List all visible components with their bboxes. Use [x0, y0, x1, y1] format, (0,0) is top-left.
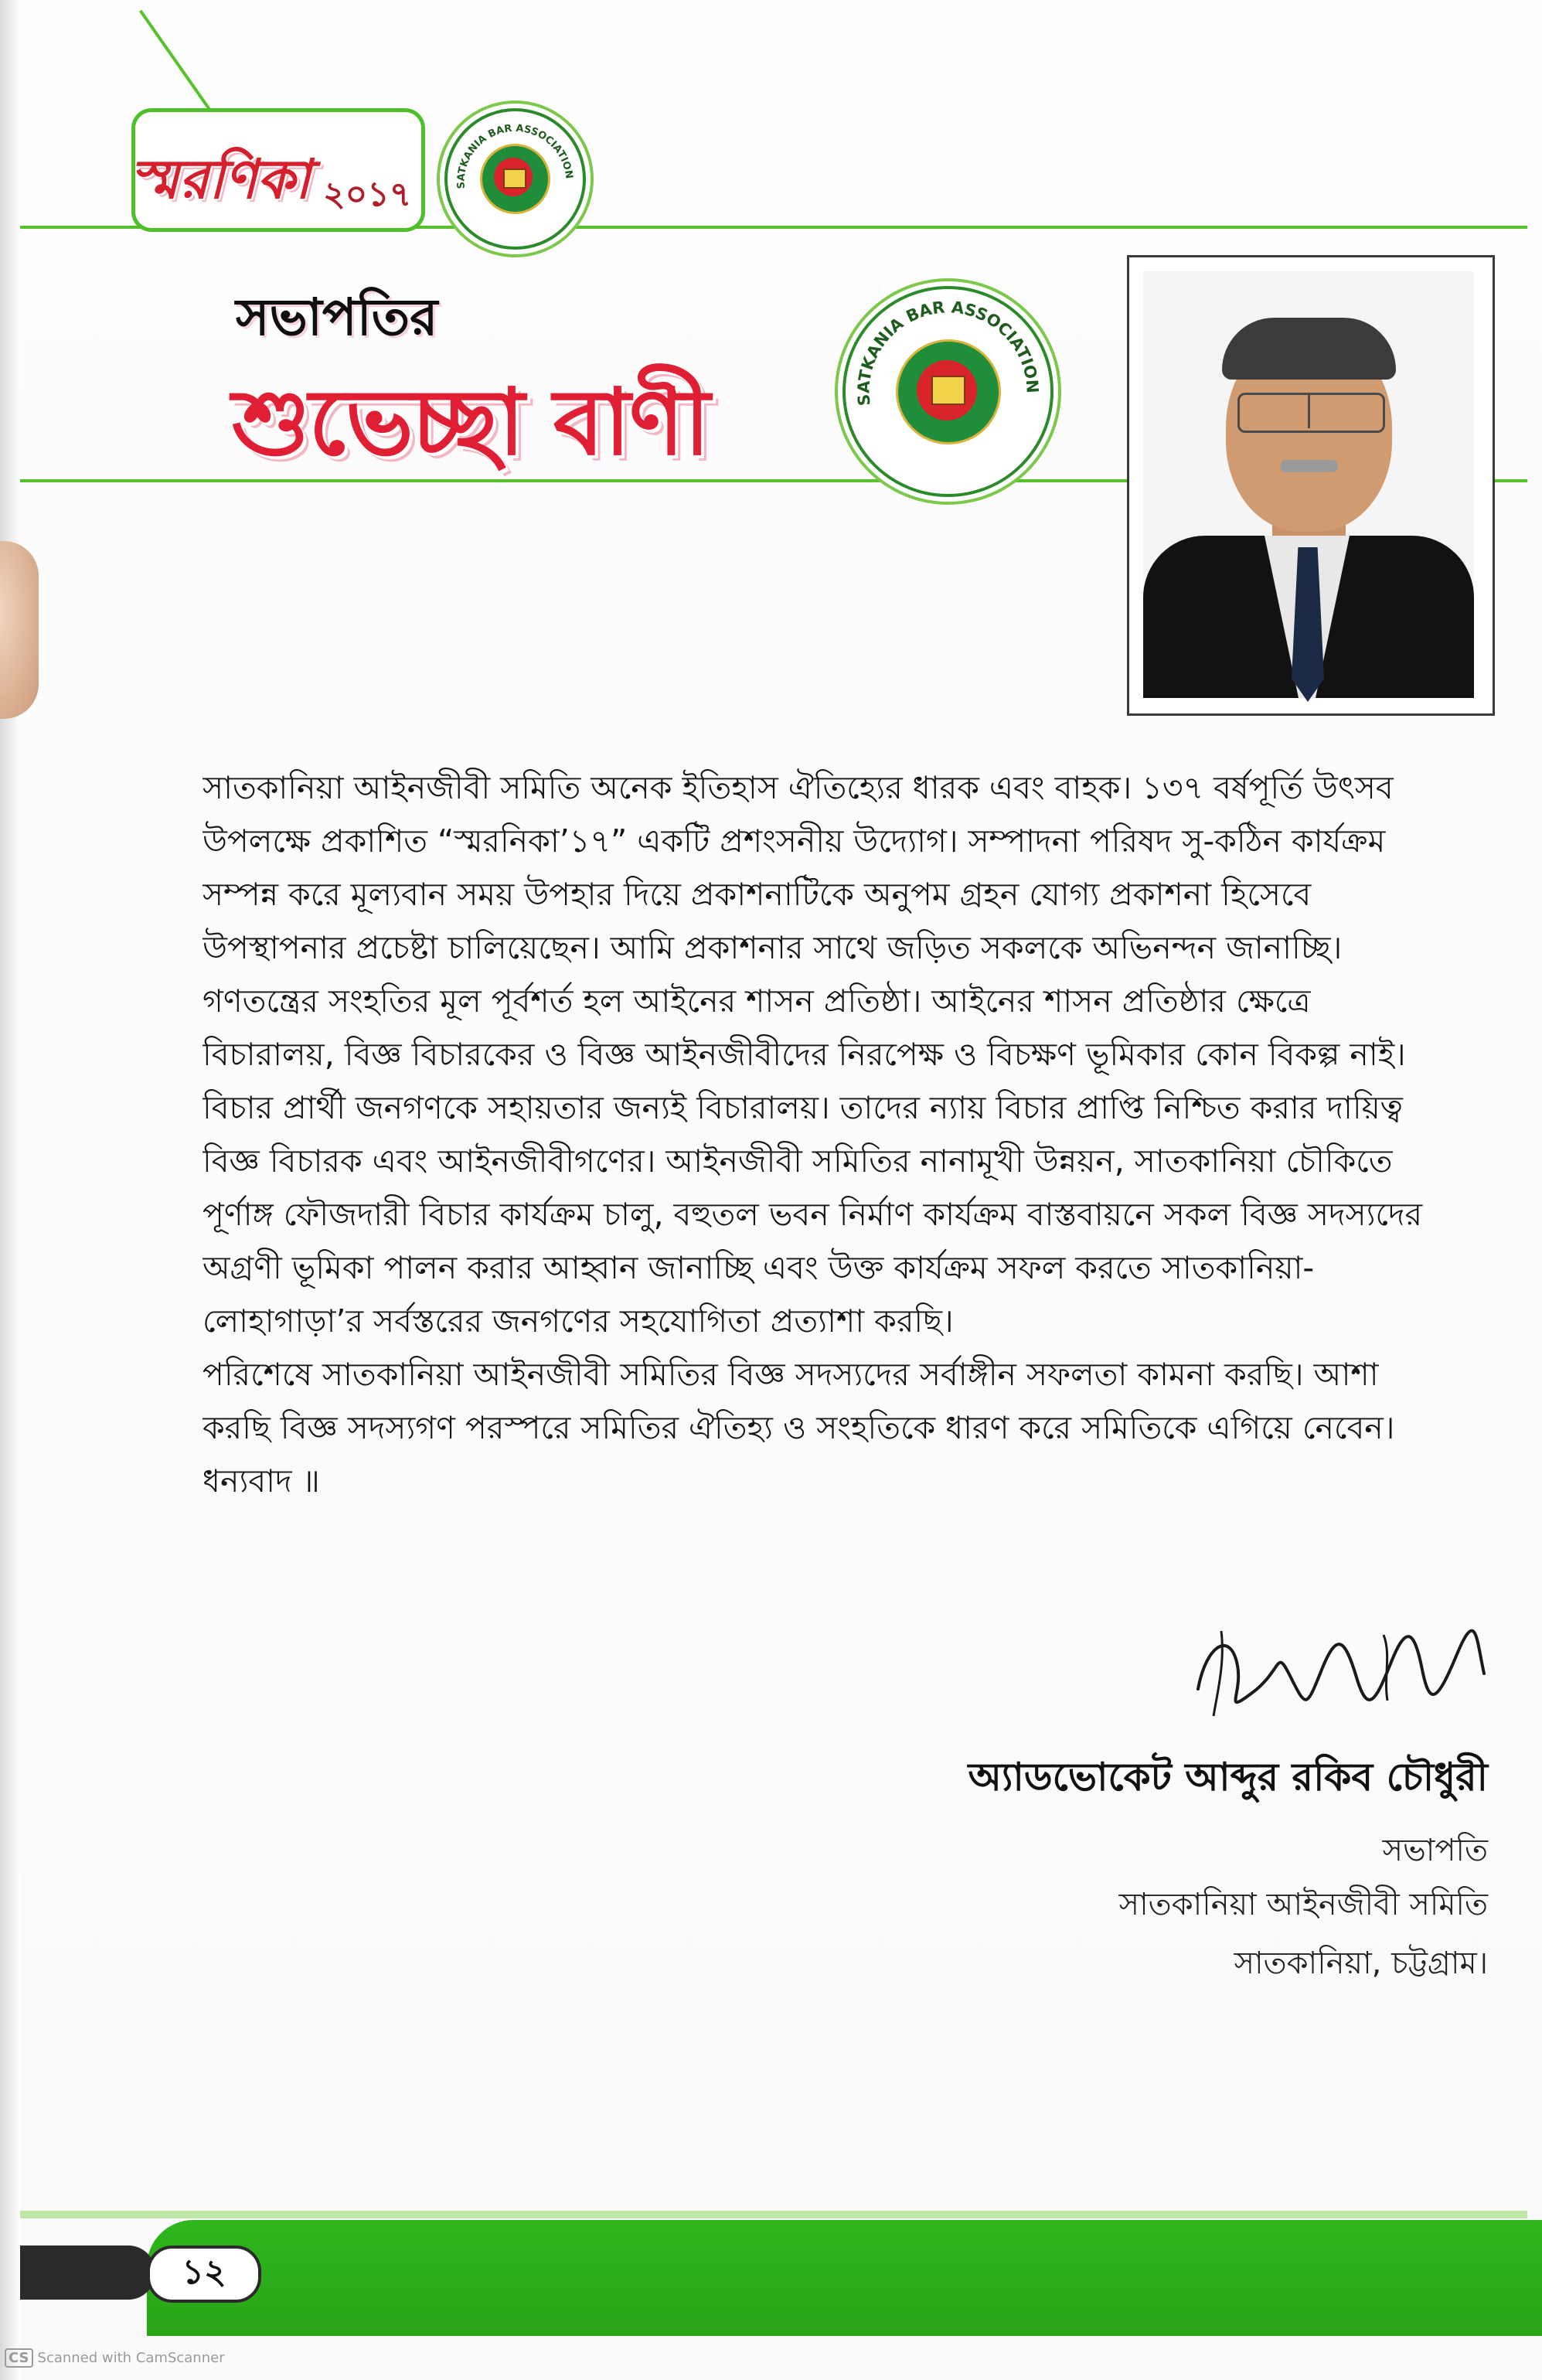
souvenir-badge-title: স্মরণিকা: [130, 147, 311, 211]
footer-band: [147, 2220, 1542, 2336]
president-portrait: [1127, 255, 1495, 716]
body-line: লোহাগাড়া’র সর্বস্তরের জনগণের সহযোগিতা প্রত্যাশা করছি।: [203, 1302, 954, 1340]
heading-subtitle: সভাপতির: [236, 288, 438, 347]
bar-association-logo-small: [444, 108, 586, 250]
footer-page-tab: [20, 2246, 155, 2300]
body-line: সাতকানিয়া আইনজীবী সমিতি অনেক ইতিহাস ঐতিহ্যের ধারক এবং বাহক। ১৩৭ বর্ষপূর্তি উৎসব: [203, 769, 1394, 806]
body-line: অগ্রণী ভূমিকা পালন করার আহ্বান জানাচ্ছি এবং উক্ত কার্যক্রম সফল করতে সাতকানিয়া-: [203, 1249, 1315, 1286]
signatory-name: অ্যাডভোকেট আব্দুর রকিব চৌধুরী: [968, 1755, 1488, 1799]
souvenir-badge-year: ২০১৭: [323, 175, 412, 214]
logo-text-small: SATKANIA BAR ASSOCIATION: [455, 122, 575, 189]
scanner-watermark: [5, 2348, 225, 2368]
message-body: [203, 761, 1501, 1508]
heading-title: শুভেচ্ছা বাণী: [232, 368, 709, 475]
logo-text-large: SATKANIA BAR ASSOCIATION: [854, 298, 1042, 407]
camscanner-icon: CS: [5, 2348, 33, 2368]
body-line: উপলক্ষে প্রকাশিত “স্মরনিকা’১৭” একটি প্রশংসনীয় উদ্যোগ। সম্পাদনা পরিষদ সু-কঠিন কার্যক্রম: [203, 822, 1386, 860]
handwritten-signature: [1190, 1616, 1492, 1724]
body-line: বিজ্ঞ বিচারক এবং আইনজীবীগণের। আইনজীবী সমিতির নানামূখী উন্নয়ন, সাতকানিয়া চৌকিতে: [203, 1142, 1393, 1180]
signatory-organization: সাতকানিয়া আইনজীবী সমিতি: [1118, 1887, 1488, 1922]
body-line: বিচারালয়, বিজ্ঞ বিচারকের ও বিজ্ঞ আইনজীবীদের নিরপেক্ষ ও বিচক্ষণ ভূমিকার কোন বিকল্প নাই।: [203, 1036, 1406, 1073]
scanner-thumb: [0, 541, 39, 719]
body-line: পূর্ণাঙ্গ ফৌজদারী বিচার কার্যক্রম চালু, বহুতল ভবন নির্মাণ কার্যক্রম বাস্তবায়নে সকল বিজ্ঞ সদস্যদের: [203, 1196, 1423, 1233]
portrait-mustache: [1280, 460, 1338, 472]
body-line: উপস্থাপনার প্রচেষ্টা চালিয়েছেন। আমি প্রকাশনার সাথে জড়িত সকলকে অভিনন্দন জানাচ্ছি।: [203, 929, 1343, 966]
signatory-role: সভাপতি: [1382, 1833, 1488, 1868]
body-line: বিচার প্রার্থী জনগণকে সহায়তার জন্যই বিচারালয়। তাদের ন্যায় বিচার প্রাপ্তি নিশ্চিত করার দায়িত্ব: [203, 1089, 1403, 1126]
bar-association-logo-large: [842, 286, 1054, 497]
portrait-glasses: [1237, 393, 1385, 433]
page-edge-shadow: [0, 0, 20, 2380]
body-line: করছি বিজ্ঞ সদস্যগণ পরস্পরে সমিতির ঐতিহ্য ও সংহতিকে ধারণ করে সমিতিকে এগিয়ে নেবেন।: [203, 1409, 1395, 1446]
footer-highlight-line: [20, 2211, 1527, 2218]
body-line: গণতন্ত্রের সংহতির মূল পূর্বশর্ত হল আইনের শাসন প্রতিষ্ঠা। আইনের শাসন প্রতিষ্ঠার ক্ষেত্রে: [203, 982, 1311, 1020]
page-number: ১২: [147, 2246, 261, 2303]
book-icon: [931, 376, 965, 405]
scanner-watermark-text: Scanned with CamScanner: [37, 2350, 225, 2366]
signatory-place: সাতকানিয়া, চট্টগ্রাম।: [1234, 1946, 1488, 1981]
body-line: ধন্যবাদ ॥: [203, 1462, 320, 1500]
portrait-hair: [1222, 318, 1396, 380]
body-line: পরিশেষে সাতকানিয়া আইনজীবী সমিতির বিজ্ঞ সদস্যদের সর্বাঙ্গীন সফলতা কামনা করছি। আশা: [203, 1356, 1379, 1393]
body-line: সম্পন্ন করে মূল্যবান সময় উপহার দিয়ে প্রকাশনাটিকে অনুপম গ্রহন যোগ্য প্রকাশনা হিসেবে: [203, 876, 1312, 913]
book-icon: [503, 169, 526, 189]
